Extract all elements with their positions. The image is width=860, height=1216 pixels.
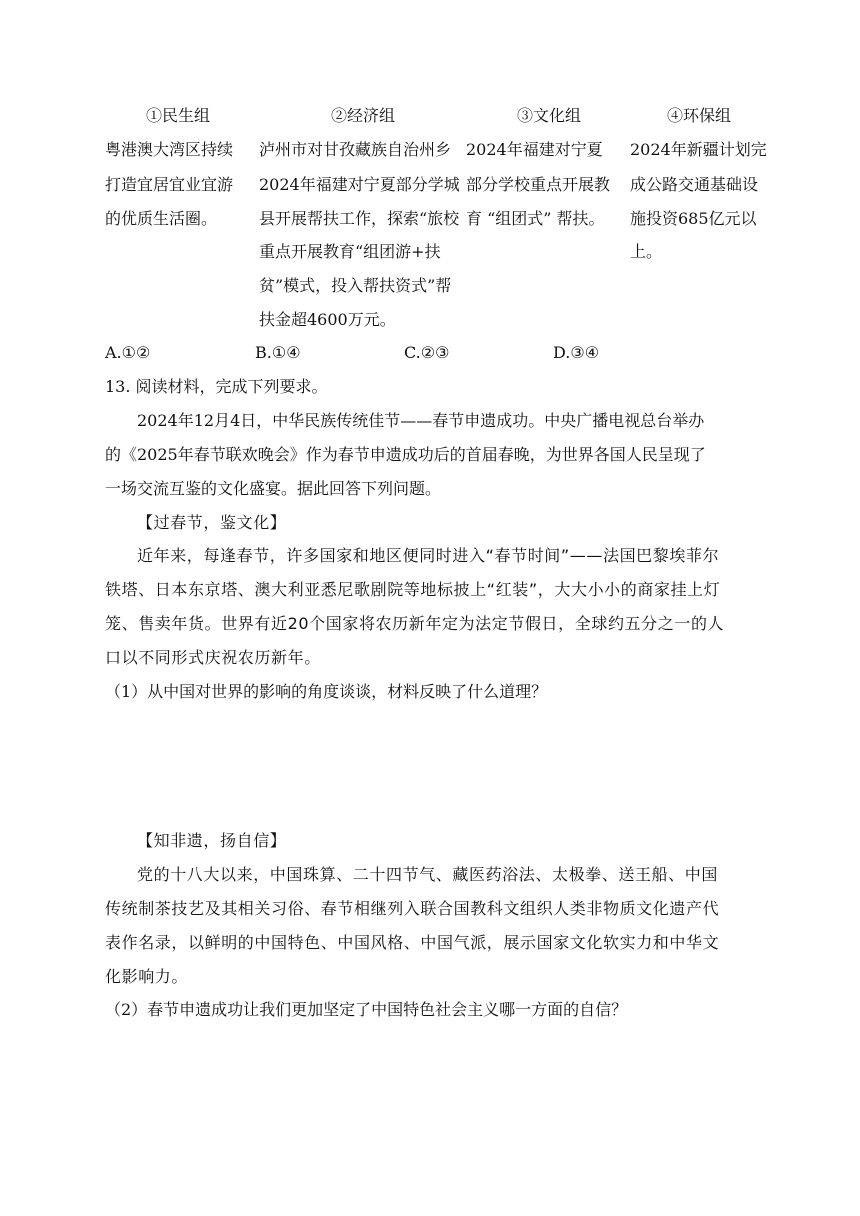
section2-line: 化影响力。	[105, 967, 189, 986]
col2-line: 贫”模式，投入帮扶资式”帮	[259, 276, 452, 295]
sub-question-1: （1）从中国对世界的影响的角度谈谈，材料反映了什么道理？	[105, 682, 548, 701]
header-wenhua: ③文化组	[517, 106, 582, 125]
col4-line: 上。	[630, 242, 663, 261]
col4-line: 2024年新疆计划完	[630, 140, 767, 159]
section1-line: 口以不同形式庆祝农历新年。	[105, 648, 321, 667]
section2-title: 【知非遗，扬自信】	[137, 831, 287, 850]
sub-question-2: （2）春节申遗成功让我们更加坚定了中国特色社会主义哪一方面的自信？	[105, 1000, 628, 1019]
header-jingji: ②经济组	[331, 106, 396, 125]
col1-line: 的优质生活圈。	[105, 209, 218, 228]
intro-line: 一场交流互鉴的文化盛宴。据此回答下列问题。	[105, 479, 442, 498]
question-title: 13. 阅读材料，完成下列要求。	[105, 377, 328, 396]
section2-line: 表作名录，以鲜明的中国特色、中国风格、中国气派，展示国家文化软实力和中华文	[105, 933, 720, 952]
option-b[interactable]: B.①④	[255, 343, 301, 362]
section1-line: 笼、售卖年货。世界有近20个国家将农历新年定为法定节假日，全球约五分之一的人	[105, 614, 725, 633]
intro-line: 的《2025年春节联欢晚会》作为春节申遗成功后的首届春晚，为世界各国人民呈现了	[105, 445, 706, 464]
col4-line: 成公路交通基础设	[630, 175, 759, 194]
col2-line: 扶金超4600万元。	[259, 310, 396, 329]
col2-line: 泸州市对甘孜藏族自治州乡	[259, 140, 452, 159]
section2-line: 党的十八大以来，中国珠算、二十四节气、藏医药浴法、太极拳、送王船、中国	[137, 865, 719, 884]
col2-line: 2024年福建对宁夏部分学城	[259, 175, 460, 194]
header-huanbao: ④环保组	[667, 106, 732, 125]
section1-title: 【过春节，鉴文化】	[137, 513, 287, 532]
section2-line: 传统制茶技艺及其相关习俗、春节相继列入联合国教科文组织人类非物质文化遗产代	[105, 899, 720, 918]
section1-line: 铁塔、日本东京塔、澳大利亚悉尼歌剧院等地标披上“红装”，大大小小的商家挂上灯	[105, 580, 721, 599]
option-d[interactable]: D.③④	[553, 343, 600, 362]
col1-line: 打造宜居宜业宜游	[105, 175, 234, 194]
intro-line: 2024年12月4日，中华民族传统佳节——春节申遗成功。中央广播电视总台举办	[137, 411, 705, 430]
col3-line: 2024年福建对宁夏	[466, 140, 603, 159]
header-minsheng: ①民生组	[146, 106, 211, 125]
section1-line: 近年来，每逢春节，许多国家和地区便同时进入“春节时间”——法国巴黎埃菲尔	[137, 546, 720, 565]
col3-line: 部分学校重点开展教	[466, 175, 611, 194]
col4-line: 施投资685亿元以	[630, 209, 757, 228]
col3-line: 育 “组团式” 帮扶。	[466, 209, 605, 228]
col2-line: 重点开展教育“组团游+扶	[259, 242, 441, 261]
col2-line: 县开展帮扶工作，探索“旅校	[259, 209, 460, 228]
option-c[interactable]: C.②③	[404, 343, 450, 362]
col1-line: 粤港澳大湾区持续	[105, 140, 234, 159]
option-a[interactable]: A.①②	[105, 343, 151, 362]
